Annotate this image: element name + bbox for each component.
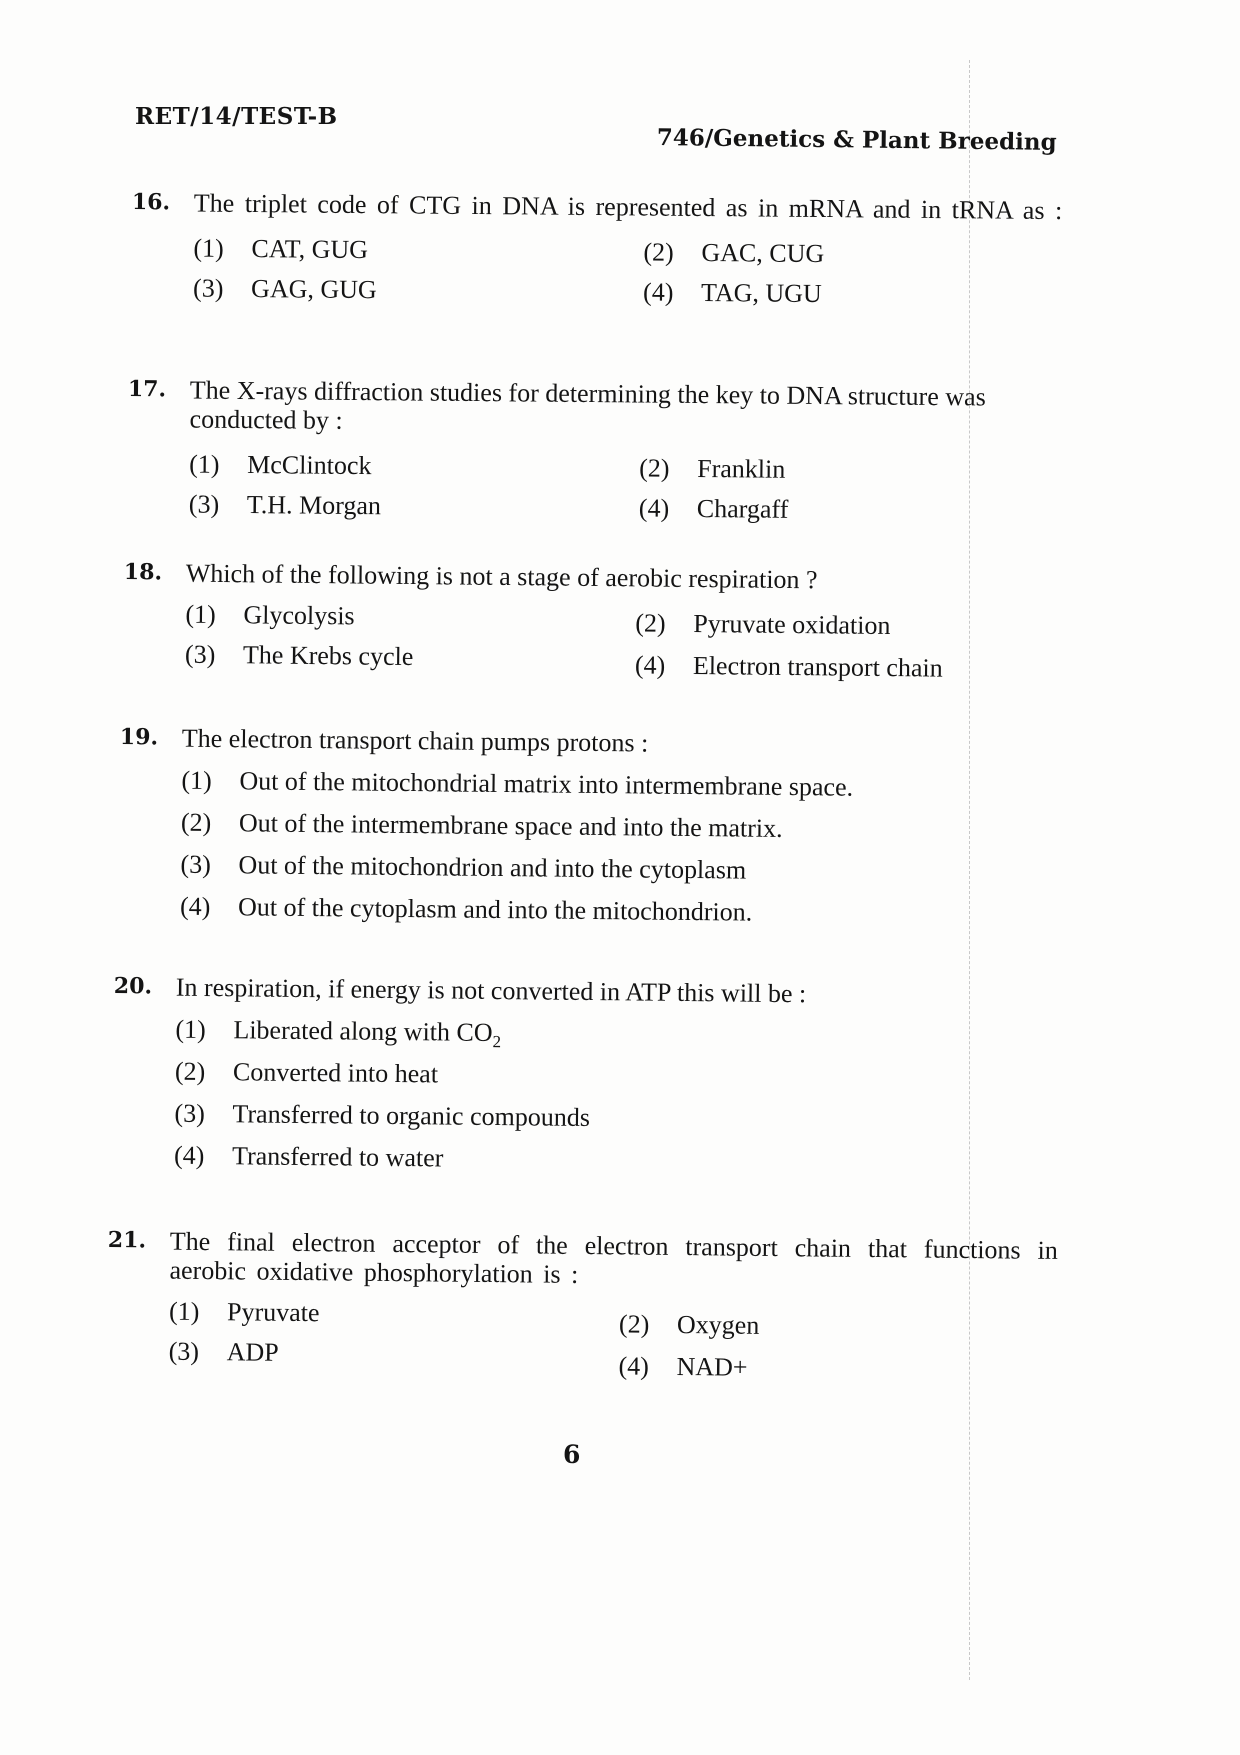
option-1: (1) Glycolysis bbox=[185, 599, 355, 631]
option-4: (4) TAG, UGU bbox=[642, 277, 822, 309]
question-19 bbox=[118, 723, 1070, 942]
question-21 bbox=[106, 1226, 1058, 1396]
question-text: The final electron acceptor of the electron transport chain that functions in aerobic oxidative phosphorylation is : bbox=[169, 1226, 1058, 1289]
option-3: (3) T.H. Morgan bbox=[188, 489, 382, 521]
co2-subscript: 2 bbox=[492, 1032, 502, 1052]
options-grid bbox=[185, 598, 1074, 699]
question-stem bbox=[132, 188, 1082, 225]
question-16 bbox=[131, 188, 1082, 327]
question-stem bbox=[127, 375, 1077, 441]
question-18 bbox=[123, 558, 1074, 699]
option-4: (4) NAD+ bbox=[618, 1351, 748, 1382]
question-stem bbox=[124, 558, 1074, 597]
question-20 bbox=[112, 972, 1064, 1191]
question-stem bbox=[107, 1226, 1058, 1294]
question-number: 19. bbox=[119, 723, 159, 751]
question-number: 17. bbox=[127, 375, 167, 403]
test-code: RET/14/TEST-B bbox=[135, 103, 338, 130]
option-2: (2) Franklin bbox=[639, 453, 786, 484]
option-3: (3) ADP bbox=[168, 1336, 279, 1367]
option-2: (2) Out of the intermembrane space and into the matrix. bbox=[180, 807, 783, 843]
option-2: (2) Pyruvate oxidation bbox=[635, 608, 891, 641]
option-4: (4) Transferred to water bbox=[173, 1140, 444, 1173]
question-number: 16. bbox=[131, 188, 171, 216]
option-3: (3) The Krebs cycle bbox=[184, 639, 414, 672]
option-1: (1) CAT, GUG bbox=[193, 233, 369, 265]
option-3: (3) GAG, GUG bbox=[193, 273, 377, 305]
options-grid bbox=[193, 228, 1082, 328]
question-text: In respiration, if energy is not converted in ATP this will be : bbox=[175, 972, 807, 1009]
options-list bbox=[174, 1014, 1064, 1191]
page-number: 6 bbox=[563, 1440, 581, 1469]
question-text: The triplet code of CTG in DNA is represented as in mRNA and in tRNA as : bbox=[193, 188, 1063, 226]
option-3: (3) Transferred to organic compounds bbox=[174, 1098, 591, 1132]
question-text: The electron transport chain pumps protons : bbox=[181, 723, 649, 758]
question-stem bbox=[120, 723, 1070, 762]
option-1: (1) Liberated along with $CO_2$ bbox=[175, 1014, 502, 1052]
option-1: (1) McClintock bbox=[189, 449, 372, 481]
option-4: (4) Electron transport chain bbox=[634, 650, 943, 683]
question-stem bbox=[114, 972, 1064, 1011]
question-number: 20. bbox=[113, 972, 153, 1000]
options-grid bbox=[189, 444, 1078, 544]
subject-title: 746/Genetics & Plant Breeding bbox=[656, 124, 1057, 156]
question-number: 18. bbox=[123, 558, 163, 586]
option-1: (1) Out of the mitochondrial matrix into intermembrane space. bbox=[181, 765, 854, 802]
question-number: 21. bbox=[107, 1227, 147, 1254]
option-4: (4) Out of the cytoplasm and into the mitochondrion. bbox=[179, 891, 753, 927]
question-17 bbox=[127, 375, 1078, 543]
option-1: (1) Pyruvate bbox=[168, 1296, 320, 1328]
options-grid bbox=[168, 1295, 1057, 1396]
option-4: (4) Chargaff bbox=[638, 493, 789, 524]
options-list bbox=[180, 765, 1070, 942]
question-text: The X-rays diffraction studies for determining the key to DNA structure was conducted by : bbox=[189, 375, 986, 435]
question-text: Which of the following is not a stage of aerobic respiration ? bbox=[185, 558, 818, 595]
option-3: (3) Out of the mitochondrion and into the cytoplasm bbox=[180, 849, 747, 885]
option-2: (2) GAC, CUG bbox=[643, 237, 825, 269]
option-2: (2) Converted into heat bbox=[174, 1056, 439, 1089]
option-2: (2) Oxygen bbox=[618, 1309, 760, 1340]
